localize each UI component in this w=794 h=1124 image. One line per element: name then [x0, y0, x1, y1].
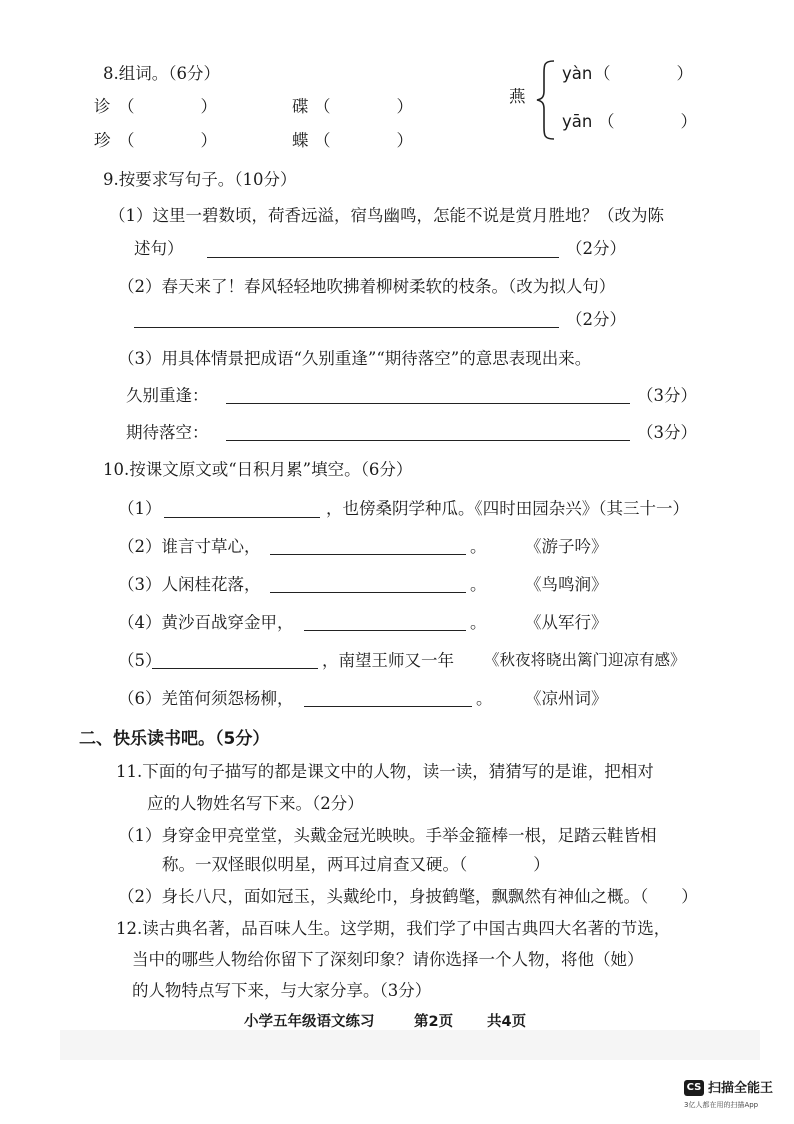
q10-p4-text: （4）黄沙百战穿金甲，: [118, 613, 294, 632]
q10-p2-source: 《游子吟》: [525, 537, 608, 556]
q9-s3-a-label: 久别重逢：: [126, 386, 209, 405]
q10-p3-text: （3）人闲桂花落，: [118, 575, 261, 594]
q11-line1: 11.下面的句子描写的都是课文中的人物，读一读，猜猜写的是谁，把相对: [116, 762, 654, 781]
footer-page-number: 第2页: [414, 1014, 454, 1030]
q9-s1-score: （2分）: [566, 239, 626, 258]
q10-p5-answer-line[interactable]: [152, 668, 318, 669]
q8-char-yan: 燕: [509, 87, 526, 106]
q10-p4-end: 。: [470, 613, 487, 632]
q8-paren-zhen-treasure[interactable]: （ ）: [118, 131, 217, 150]
q8-yan-paren-1[interactable]: （ ）: [594, 64, 693, 83]
q10-p5-num: （5）: [118, 651, 162, 670]
q9-s3-b-answer-line[interactable]: [226, 440, 630, 441]
q8-yan-reading-2: yān: [562, 112, 593, 131]
q10-p4-answer-line[interactable]: [304, 630, 466, 631]
footer-course: 小学五年级语文练习: [244, 1014, 375, 1030]
q8-char-zhen-diag: 诊: [94, 97, 111, 116]
q12-line2: 当中的哪些人物给你留下了深刻印象？请你选择一个人物，将他（她）: [132, 950, 644, 969]
q10-p3-answer-line[interactable]: [270, 592, 466, 593]
q10-p5-source: 《秋夜将晓出篱门迎凉有感》: [484, 651, 686, 669]
q9-s3-line1: （3）用具体情景把成语“久别重逢”“期待落空”的意思表现出来。: [118, 349, 592, 368]
q9-s3-b-score: （3分）: [637, 423, 697, 442]
q8-char-die-butterfly: 蝶: [292, 131, 309, 150]
q11-a-line2: 称。一双怪眼似明星，两耳过肩查又硬。（ ）: [162, 855, 550, 874]
q10-p6-source: 《凉州词》: [525, 689, 608, 708]
q10-p1-num: （1）: [118, 499, 162, 518]
q10-p1-answer-line[interactable]: [164, 517, 320, 518]
camscanner-name: 扫描全能王: [708, 1081, 774, 1096]
q8-paren-die-dish[interactable]: （ ）: [314, 97, 413, 116]
q10-p6-end: 。: [476, 689, 493, 708]
q9-s1-line2: 述句）: [134, 239, 184, 258]
brace-icon: [534, 57, 556, 143]
q10-p3-source: 《鸟鸣涧》: [525, 575, 608, 594]
q9-s2-answer-line[interactable]: [134, 327, 559, 328]
q12-line3: 的人物特点写下来，与大家分享。（3分）: [132, 981, 432, 1000]
q10-p3-end: 。: [470, 575, 487, 594]
q10-p6-answer-line[interactable]: [304, 706, 472, 707]
q10-p2-answer-line[interactable]: [270, 554, 466, 555]
q9-s1-answer-line[interactable]: [207, 257, 559, 258]
q8-yan-paren-2[interactable]: （ ）: [598, 112, 697, 131]
q8-paren-zhen-diag[interactable]: （ ）: [118, 97, 217, 116]
q11-b-line1: （2）身长八尺，面如冠玉，头戴纶巾，身披鹤氅，飘飘然有神仙之概。（ ）: [118, 887, 698, 906]
q8-paren-die-butterfly[interactable]: （ ）: [314, 131, 413, 150]
camscanner-logo-icon: CS: [684, 1080, 704, 1096]
q9-s3-b-label: 期待落空：: [126, 423, 209, 442]
camscanner-tagline: 3亿人都在用的扫描App: [684, 1101, 759, 1109]
q9-s3-a-score: （3分）: [637, 386, 697, 405]
q9-s3-a-answer-line[interactable]: [226, 403, 630, 404]
q8-heading: 8.组词。（6分）: [103, 64, 220, 83]
footer-total-pages: 共4页: [487, 1014, 527, 1030]
q10-p2-text: （2）谁言寸草心，: [118, 537, 261, 556]
section-2-heading: 二、快乐读书吧。（5分）: [79, 729, 270, 749]
q9-s2-line1: （2）春天来了！春风轻轻地吹拂着柳树柔软的枝条。（改为拟人句）: [118, 277, 616, 296]
q10-heading: 10.按课文原文或“日积月累”填空。（6分）: [103, 460, 413, 479]
q8-yan-reading-1: yàn: [562, 64, 593, 83]
q11-a-line1: （1）身穿金甲亮堂堂，头戴金冠光映映。手举金箍棒一根，足踏云鞋皆相: [118, 826, 657, 845]
q10-p6-text: （6）羌笛何须怨杨柳，: [118, 689, 294, 708]
q9-s1-line1: （1）这里一碧数顷，荷香远溢，宿鸟幽鸣，怎能不说是赏月胜地？（改为陈: [109, 206, 664, 225]
q10-p4-source: 《从军行》: [525, 613, 608, 632]
q9-heading: 9.按要求写句子。（10分）: [103, 170, 297, 189]
q10-p2-end: 。: [470, 537, 487, 556]
q10-p5-text: ，南望王师又一年: [322, 651, 454, 670]
scan-shadow: [60, 1030, 760, 1060]
q11-line2: 应的人物姓名写下来。（2分）: [147, 794, 364, 813]
q9-s2-score: （2分）: [566, 310, 626, 329]
q8-char-zhen-treasure: 珍: [94, 131, 111, 150]
q8-char-die-dish: 碟: [292, 97, 309, 116]
q10-p1-text: ，也傍桑阴学种瓜。《四时田园杂兴》（其三十一）: [326, 499, 689, 518]
q12-line1: 12.读古典名著，品百味人生。这学期，我们学了中国古典四大名著的节选，: [116, 919, 671, 938]
